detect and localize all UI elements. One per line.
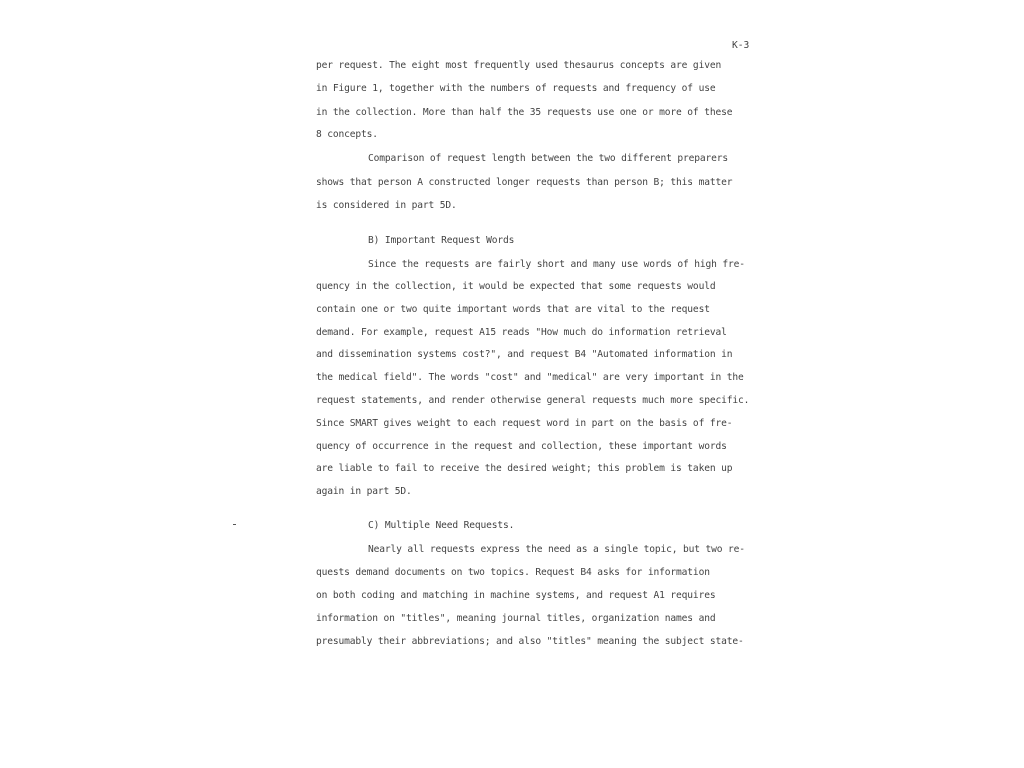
paragraph-line: are liable to fail to receive the desired weight; this problem is taken up <box>316 463 733 474</box>
paragraph-line: per request. The eight most frequently used thesaurus concepts are given <box>316 60 722 71</box>
paragraph-line: contain one or two quite important words that are vital to the request <box>316 304 710 315</box>
paragraph-line: quests demand documents on two topics. Request B4 asks for information <box>316 567 710 578</box>
paragraph-line: 8 concepts. <box>316 129 378 140</box>
paragraph-line: on both coding and matching in machine systems, and request A1 requires <box>316 590 716 601</box>
paragraph-line: request statements, and render otherwise general requests much more specific. <box>316 395 750 406</box>
paragraph-line: Nearly all requests express the need as a single topic, but two re- <box>368 544 745 555</box>
paragraph-line: the medical field". The words "cost" and "medical" are very important in the <box>316 372 744 383</box>
paragraph-line: is considered in part 5D. <box>316 200 457 211</box>
page-number: K-3 <box>732 40 750 51</box>
paragraph-line: quency of occurrence in the request and collection, these important words <box>316 441 727 452</box>
section-heading-c: C) Multiple Need Requests. <box>368 520 515 531</box>
paragraph-line: presumably their abbreviations; and also "titles" meaning the subject state- <box>316 636 744 647</box>
paragraph-line: information on "titles", meaning journal titles, organization names and <box>316 613 716 624</box>
paragraph-line: again in part 5D. <box>316 486 412 497</box>
paragraph-line: Since SMART gives weight to each request word in part on the basis of fre- <box>316 418 733 429</box>
paragraph-line: Comparison of request length between the two different preparers <box>368 153 729 164</box>
paragraph-line: quency in the collection, it would be expected that some requests would <box>316 281 716 292</box>
paragraph-line: demand. For example, request A15 reads "How much do information retrieval <box>316 327 727 338</box>
paragraph-line: and dissemination systems cost?", and request B4 "Automated information in <box>316 349 733 360</box>
paragraph-line: Since the requests are fairly short and many use words of high fre- <box>368 259 745 270</box>
paragraph-line: in Figure 1, together with the numbers of requests and frequency of use <box>316 83 716 94</box>
section-heading-b: B) Important Request Words <box>368 235 515 246</box>
paragraph-line: in the collection. More than half the 35 requests use one or more of these <box>316 107 733 118</box>
paragraph-line: shows that person A constructed longer requests than person B; this matter <box>316 177 733 188</box>
scan-speck <box>233 524 236 525</box>
